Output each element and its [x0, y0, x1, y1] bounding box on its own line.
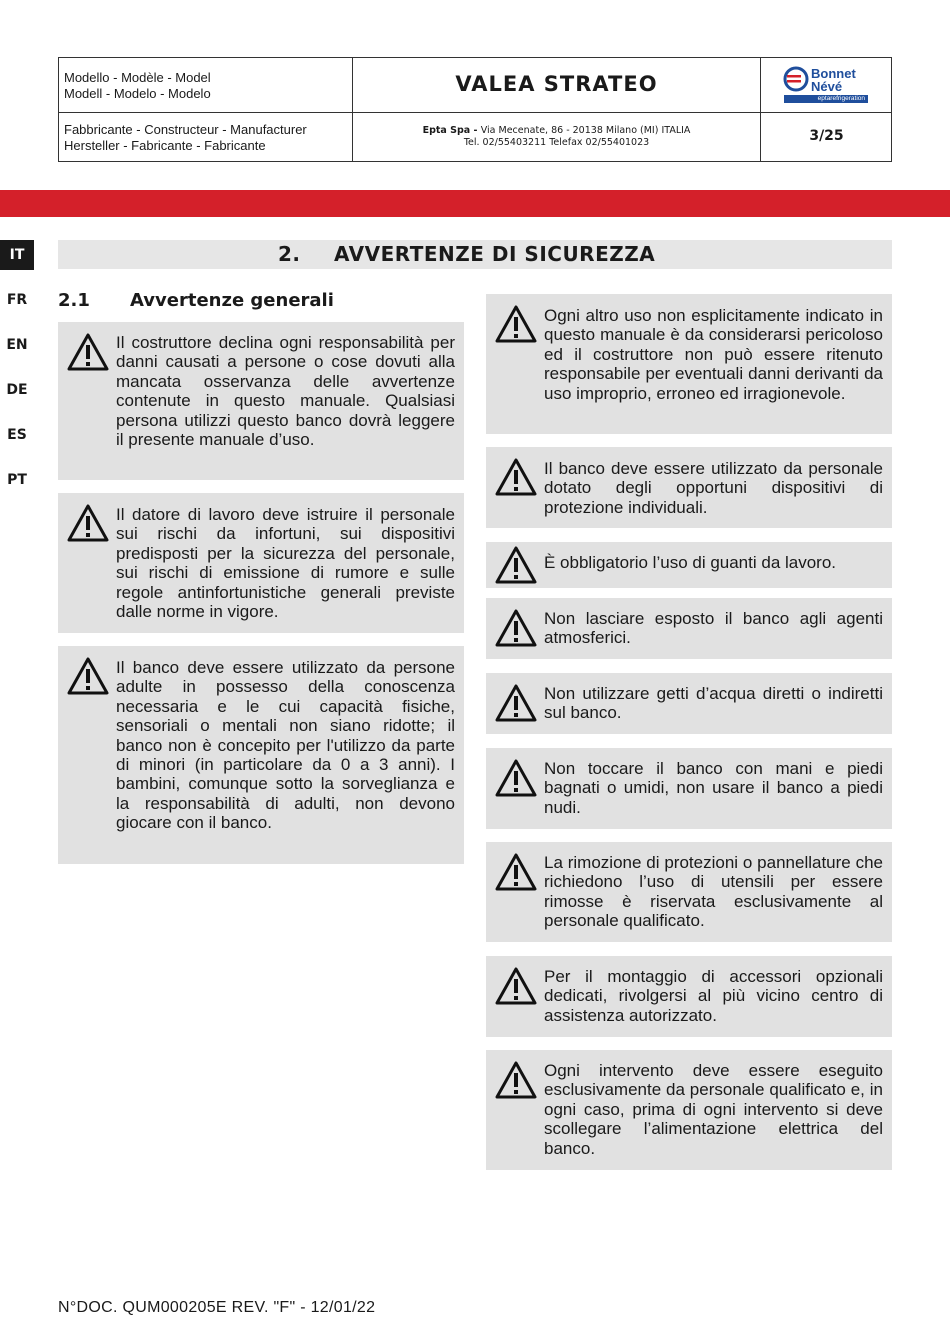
model-label — [64, 70, 349, 102]
euro-logo-icon — [783, 66, 809, 92]
lang-tab-fr[interactable] — [0, 285, 34, 315]
warning-box — [486, 842, 892, 942]
logo-text-1: Bonnet — [811, 66, 856, 81]
warning-text: Ogni altro uso non esplicitamente indicato in questo manuale è da considerarsi pericoloso ed il costruttore non può essere ritenuto responsabile per eventuali danni derivanti da uso improprio, erroneo ed irragionevole. — [544, 306, 883, 403]
warning-box — [486, 956, 892, 1037]
header-band — [0, 190, 950, 217]
lang-tab-label: PT — [7, 472, 27, 488]
warning-text: Il banco deve essere utilizzato da persone adulte in possesso della conoscenza necessaria e le cui capacità fisiche, sensoriali o mentali non siano ridotte; il banco non è concepito per l'utilizzo da parte di minori (in particolare da 0 a 3 anni). I bambini, comunque sotto la sorveglianza e la responsabilità di adulti, non devono giocare con il banco. — [116, 658, 455, 833]
manufacturer-address — [353, 125, 760, 149]
subsection-number: 2.1 — [58, 290, 90, 311]
lang-tab-label: DE — [6, 382, 28, 398]
warning-triangle-icon — [66, 503, 110, 543]
manufacturer-label-line1: Fabbricante - Constructeur - Manufacturer — [64, 122, 307, 137]
warning-triangle-icon — [494, 683, 538, 723]
warning-text: Il banco deve essere utilizzato da personale dotato degli opportuni dispositivi di protezione individuali. — [544, 459, 883, 517]
warning-triangle-icon — [494, 545, 538, 585]
warning-box — [486, 748, 892, 829]
warning-box — [58, 322, 464, 480]
company-name: Epta Spa - — [422, 125, 481, 136]
warning-triangle-icon — [494, 966, 538, 1006]
subsection-title: Avvertenze generali — [130, 290, 334, 311]
model-label-line2: Modell - Modelo - Modelo — [64, 86, 211, 101]
address-line2: Tel. 02/55403211 Telefax 02/55401023 — [463, 137, 650, 148]
warning-box — [486, 673, 892, 734]
warning-triangle-icon — [66, 656, 110, 696]
warning-box — [486, 1050, 892, 1170]
warning-text: La rimozione di protezioni o pannellature che richiedono l’uso di utensili per essere rimosse è riservata esclusivamente al personale qualificato. — [544, 853, 883, 931]
warning-box — [486, 542, 892, 588]
lang-tab-es[interactable] — [0, 420, 34, 450]
address-line1: Via Mecenate, 86 - 20138 Milano (MI) ITALIA — [480, 125, 691, 136]
document-header — [58, 57, 892, 162]
warning-triangle-icon — [494, 608, 538, 648]
warning-text: Il costruttore declina ogni responsabilità per danni causati a persone o cose dovuti alla mancata osservanza delle avvertenze contenute in questo manuale. Qualsiasi persona utilizzi questo banco dovrà leggere il presente manuale d’uso. — [116, 333, 455, 450]
page-number: 3/25 — [809, 128, 844, 144]
lang-tab-pt[interactable] — [0, 465, 34, 495]
model-label-line1: Modello - Modèle - Model — [64, 70, 211, 85]
warning-triangle-icon — [494, 457, 538, 497]
section-number: 2. — [278, 242, 301, 266]
lang-tab-label: FR — [6, 292, 28, 308]
lang-tab-it[interactable] — [0, 240, 34, 270]
warning-triangle-icon — [494, 852, 538, 892]
lang-tab-label: EN — [6, 337, 28, 353]
warning-triangle-icon — [494, 758, 538, 798]
warning-box — [58, 493, 464, 633]
warning-text: Il datore di lavoro deve istruire il personale sui rischi da infortuni, sui dispositivi predisposti per la sicurezza del personale, sui rischi di emissione di rumore e sulle regole antinfortunistiche generali previste dalle norme in vigore. — [116, 505, 455, 622]
warning-text: Non toccare il banco con mani e piedi bagnati o umidi, non usare il banco a piedi nudi. — [544, 759, 883, 817]
warning-triangle-icon — [66, 332, 110, 372]
manufacturer-label — [64, 122, 349, 154]
model-title: VALEA STRATEO — [455, 72, 658, 96]
document-footer: N°DOC. QUM000205E REV. "F" - 12/01/22 — [58, 1299, 376, 1316]
warning-triangle-icon — [494, 1060, 538, 1100]
lang-tab-de[interactable] — [0, 375, 34, 405]
logo-text-2: Névé — [811, 79, 843, 94]
brand-logo — [783, 66, 869, 106]
section-title: AVVERTENZE DI SICUREZZA — [334, 242, 656, 266]
section-heading — [58, 240, 892, 269]
warning-text: Per il montaggio di accessori opzionali dedicati, rivolgersi al più vicino centro di assistenza autorizzato. — [544, 967, 883, 1025]
warning-box — [486, 598, 892, 659]
warning-text: Ogni intervento deve essere eseguito esclusivamente da personale qualificato e, in ogni caso, prima di ogni intervento si deve scollegare l’alimentazione elettrica del banco. — [544, 1061, 883, 1158]
warning-box — [486, 294, 892, 434]
logo-subtitle: eptarefrigeration — [784, 95, 868, 103]
warning-text: Non lasciare esposto il banco agli agenti atmosferici. — [544, 609, 883, 648]
manufacturer-label-line2: Hersteller - Fabricante - Fabricante — [64, 138, 266, 153]
lang-tab-label: ES — [7, 427, 27, 443]
warning-box — [58, 646, 464, 864]
warning-box — [486, 447, 892, 528]
lang-tab-label: IT — [9, 247, 25, 263]
warning-text: È obbligatorio l’uso di guanti da lavoro. — [544, 553, 837, 572]
warning-triangle-icon — [494, 304, 538, 344]
lang-tab-en[interactable] — [0, 330, 34, 360]
warning-text: Non utilizzare getti d’acqua diretti o indiretti sul banco. — [544, 684, 883, 723]
